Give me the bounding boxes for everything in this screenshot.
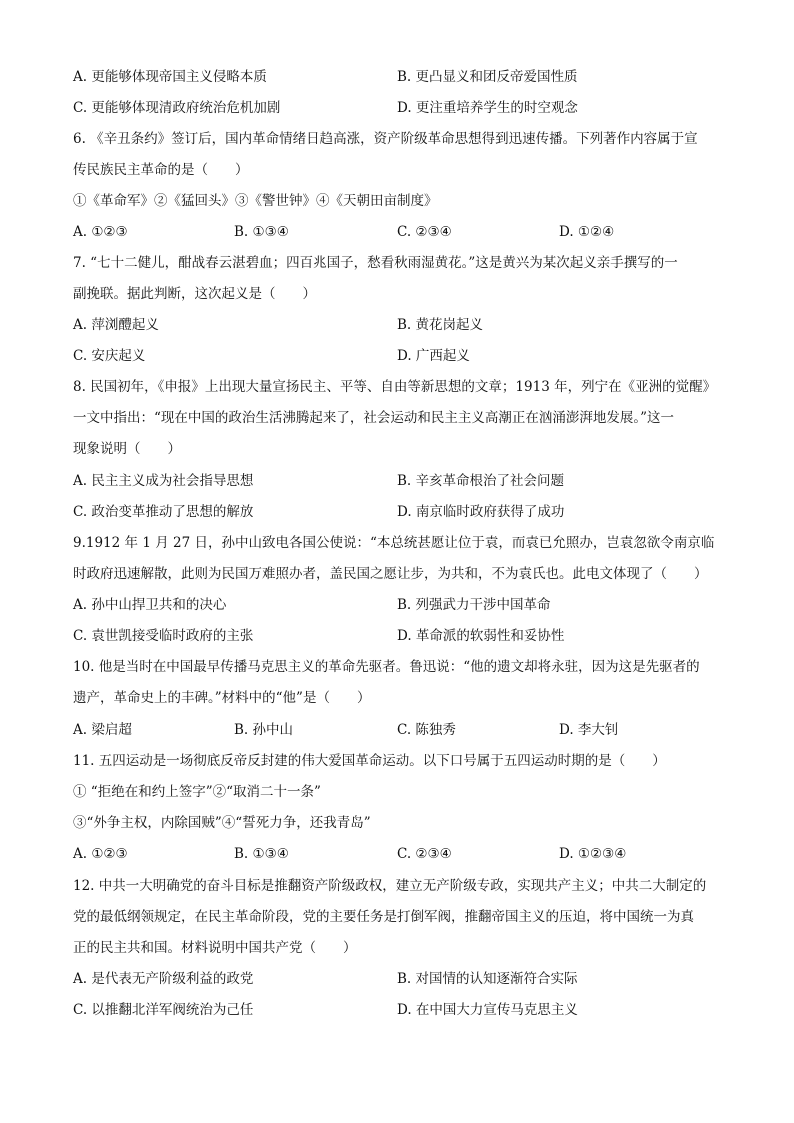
q6-option-a: A. ①②③ xyxy=(73,224,128,240)
q9-option-d: D. 革命派的软弱性和妥协性 xyxy=(397,628,565,644)
q6-option-c: C. ②③④ xyxy=(397,224,452,240)
q9-option-c: C. 袁世凯接受临时政府的主张 xyxy=(73,628,254,644)
q6-items: ①《革命军》②《猛回头》③《警世钟》④《天朝田亩制度》 xyxy=(73,193,438,209)
q5-option-a: A. 更能够体现帝国主义侵略本质 xyxy=(73,69,267,85)
q7-option-a: A. 萍浏醴起义 xyxy=(73,317,159,333)
q10-option-b: B. 孙中山 xyxy=(234,722,294,738)
q12-stem-line-2: 党的最低纲领规定，在民主革命阶段，党的主要任务是打倒军阀，推翻帝国主义的压迫，将中国统一为真 xyxy=(73,909,694,925)
q8-options-row-1 xyxy=(73,471,723,491)
q12-options-row-2 xyxy=(73,1000,723,1020)
q10-options-row xyxy=(73,720,723,740)
q10-stem-line-1: 10. 他是当时在中国最早传播马克思主义的革命先驱者。鲁迅说：“他的遗文却将永驻，因为这是先驱者的 xyxy=(73,659,700,675)
q6-option-b: B. ①③④ xyxy=(234,224,289,240)
q11-items-line-2: ③“外争主权，内除国贼”④“誓死力争，还我青岛” xyxy=(73,815,371,831)
q8-stem-line-1: 8. 民国初年，《申报》上出现大量宣扬民主、平等、自由等新思想的文章；1913 年，列宁在《亚洲的觉醒》 xyxy=(73,379,717,395)
q10-option-c: C. 陈独秀 xyxy=(397,722,456,738)
q11-stem-line-1: 11. 五四运动是一场彻底反帝反封建的伟大爱国革命运动。以下口号属于五四运动时期的是（ ） xyxy=(73,753,666,769)
q6-stem-line-2: 传民族民主革命的是（ ） xyxy=(73,162,249,178)
q7-stem-line-2: 副挽联。据此判断，这次起义是（ ） xyxy=(73,286,316,302)
q5-option-d: D. 更注重培养学生的时空观念 xyxy=(397,100,578,116)
q8-option-d: D. 南京临时政府获得了成功 xyxy=(397,504,565,520)
q7-option-b: B. 黄花岗起义 xyxy=(397,317,484,333)
q6-options-row xyxy=(73,222,723,242)
q7-option-c: C. 安庆起义 xyxy=(73,348,146,364)
q9-options-row-2 xyxy=(73,626,723,646)
q11-options-row xyxy=(73,844,723,864)
q5-options-row-1 xyxy=(73,67,723,87)
q11-option-b: B. ①③④ xyxy=(234,846,289,862)
q7-option-d: D. 广西起义 xyxy=(397,348,470,364)
q6-stem-line-1: 6. 《辛丑条约》签订后，国内革命情绪日趋高涨，资产阶级革命思想得到迅速传播。下列著作内容属于宣 xyxy=(73,131,698,147)
q9-stem-line-1: 9.1912 年 1 月 27 日，孙中山致电各国公使说：“本总统甚愿让位于袁，而袁已允照办，岂袁忽欲令南京临 xyxy=(73,535,715,551)
q9-option-b: B. 列强武力干涉中国革命 xyxy=(397,597,551,613)
q10-stem-line-2: 遗产，革命史上的丰碑。”材料中的“他”是（ ） xyxy=(73,690,371,706)
q12-options-row-1 xyxy=(73,969,723,989)
q7-options-row-2 xyxy=(73,346,723,366)
q9-options-row-1 xyxy=(73,595,723,615)
q12-stem-line-1: 12. 中共一大明确党的奋斗目标是推翻资产阶级政权，建立无产阶级专政，实现共产主义；中共二大制定的 xyxy=(73,878,707,894)
q8-stem-line-2: 一文中指出：“现在中国的政治生活沸腾起来了，社会运动和民主主义高潮正在汹涌澎湃地发展。”这一 xyxy=(73,410,675,426)
q12-option-a: A. 是代表无产阶级利益的政党 xyxy=(73,971,254,987)
q11-items-line-1: ① “拒绝在和约上签字”②“取消二十一条” xyxy=(73,784,321,800)
q7-stem-line-1: 7. “七十二健儿，酣战春云湛碧血；四百兆国子，愁看秋雨湿黄花。”这是黄兴为某次起义亲手撰写的一 xyxy=(73,255,678,271)
q8-option-a: A. 民主主义成为社会指导思想 xyxy=(73,473,254,489)
q5-option-b: B. 更凸显义和团反帝爱国性质 xyxy=(397,69,578,85)
q9-option-a: A. 孙中山捍卫共和的决心 xyxy=(73,597,227,613)
q10-option-a: A. 梁启超 xyxy=(73,722,132,738)
q9-stem-line-2: 时政府迅速解散，此则为民国万难照办者，盖民国之愿让步，为共和，不为袁氏也。此电文体现了（ ） xyxy=(73,566,708,582)
q12-option-c: C. 以推翻北洋军阀统治为己任 xyxy=(73,1002,254,1018)
q12-option-b: B. 对国情的认知逐渐符合实际 xyxy=(397,971,578,987)
q12-option-d: D. 在中国大力宣传马克思主义 xyxy=(397,1002,578,1018)
q11-option-a: A. ①②③ xyxy=(73,846,128,862)
q8-option-c: C. 政治变革推动了思想的解放 xyxy=(73,504,254,520)
q6-option-d: D. ①②④ xyxy=(559,224,615,240)
q11-option-c: C. ②③④ xyxy=(397,846,452,862)
q5-options-row-2 xyxy=(73,98,723,118)
q8-option-b: B. 辛亥革命根治了社会问题 xyxy=(397,473,565,489)
q10-option-d: D. 李大钊 xyxy=(559,722,619,738)
q8-stem-line-3: 现象说明（ ） xyxy=(73,441,181,457)
q12-stem-line-3: 正的民主共和国。材料说明中国共产党（ ） xyxy=(73,940,357,956)
q7-options-row-1 xyxy=(73,315,723,335)
q5-option-c: C. 更能够体现清政府统治危机加剧 xyxy=(73,100,281,116)
q8-options-row-2 xyxy=(73,502,723,522)
q11-option-d: D. ①②③④ xyxy=(559,846,627,862)
